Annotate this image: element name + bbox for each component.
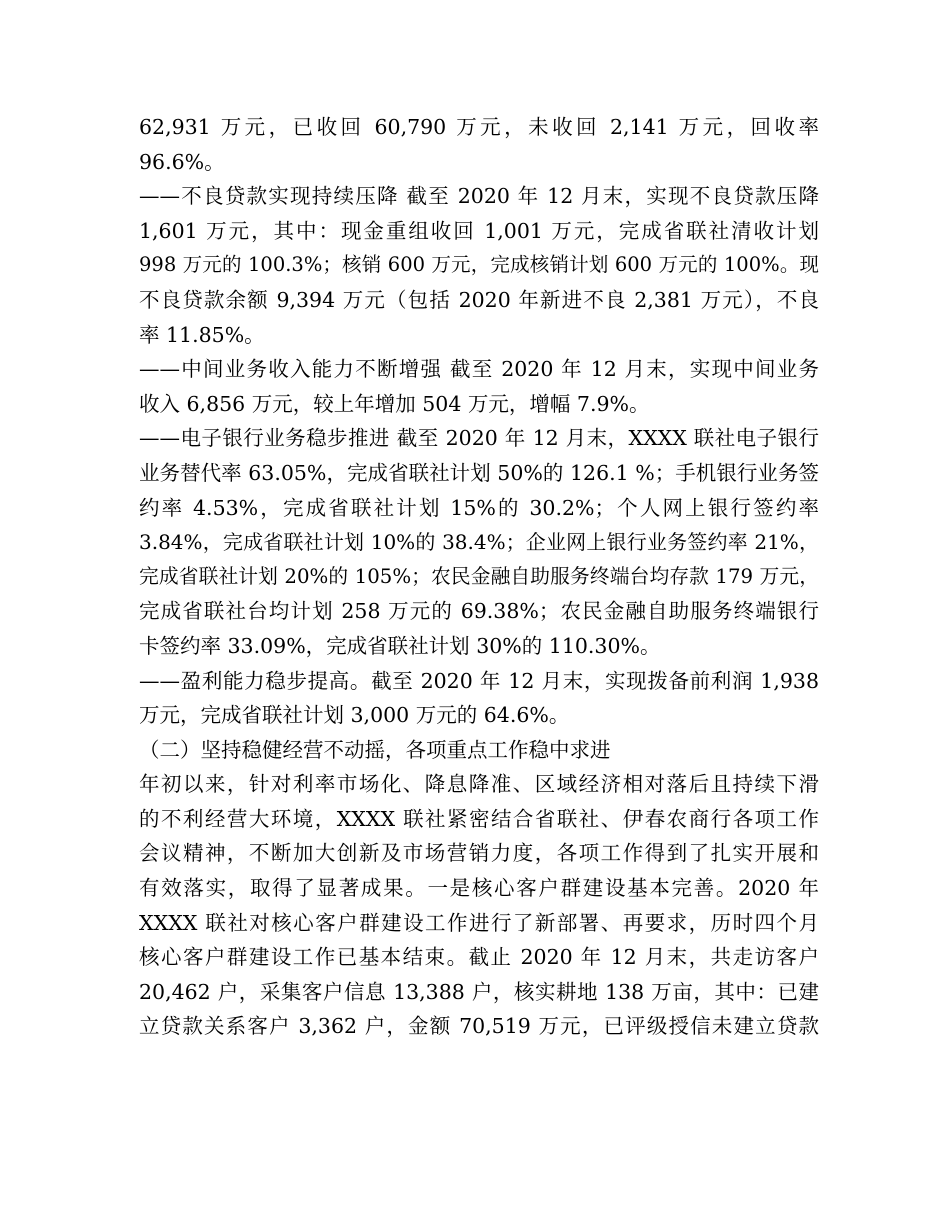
- text-line: 1,601 万元，其中：现金重组收回 1,001 万元，完成省联社清收计划: [139, 218, 819, 243]
- text-line: 核心客户群建设工作已基本结束。截止 2020 年 12 月末，共走访客户: [139, 945, 819, 970]
- text-line: 62,931 万元，已收回 60,790 万元，未收回 2,141 万元，回收率: [139, 115, 819, 139]
- text-line: 的不利经营大环境，XXXX 联社紧密结合省联社、伊春农商行各项工作: [139, 806, 819, 831]
- text-line: 20,462 户，采集客户信息 13,388 户，核实耕地 138 万亩，其中：已建: [139, 979, 819, 1004]
- text-line: 年初以来，针对利率市场化、降息降准、区域经济相对落后且持续下滑: [139, 772, 819, 797]
- text-line: 96.6%。: [139, 149, 225, 174]
- text-line: 3.84%，完成省联社计划 10%的 38.4%；企业网上银行业务签约率 21%，: [139, 530, 819, 555]
- body-text: [139, 110, 819, 1044]
- text-line: 不良贷款余额 9,394 万元（包括 2020 年新进不良 2,381 万元），不良: [139, 287, 819, 312]
- text-line: 完成省联社台均计划 258 万元的 69.38%；农民金融自助服务终端银行: [139, 599, 819, 624]
- text-line: （二）坚持稳健经营不动摇，各项重点工作稳中求进: [139, 737, 611, 762]
- text-line: 会议精神，不断加大创新及市场营销力度，各项工作得到了扎实开展和: [139, 841, 819, 866]
- text-line: 业务替代率 63.05%，完成省联社计划 50%的 126.1 %；手机银行业务签: [139, 460, 819, 485]
- text-line: ——电子银行业务稳步推进 截至 2020 年 12 月末，XXXX 联社电子银行: [139, 426, 819, 451]
- text-line: 约率 4.53%，完成省联社计划 15%的 30.2%；个人网上银行签约率: [139, 495, 819, 520]
- text-line: 率 11.85%。: [139, 322, 265, 347]
- text-line: ——盈利能力稳步提高。截至 2020 年 12 月末，实现拨备前利润 1,938: [139, 668, 819, 693]
- text-line: 有效落实，取得了显著成果。一是核心客户群建设基本完善。2020 年: [139, 876, 819, 901]
- text-line: 完成省联社计划 20%的 105%；农民金融自助服务终端台均存款 179 万元，: [139, 564, 819, 588]
- text-line: 998 万元的 100.3%；核销 600 万元，完成核销计划 600 万元的 100%。现: [139, 253, 819, 277]
- text-line: XXXX 联社对核心客户群建设工作进行了新部署、再要求，历时四个月: [139, 910, 819, 935]
- text-line: 万元，完成省联社计划 3,000 万元的 64.6%。: [139, 703, 570, 728]
- text-line: 收入 6,856 万元，较上年增加 504 万元，增幅 7.9%。: [139, 391, 650, 416]
- text-line: ——中间业务收入能力不断增强 截至 2020 年 12 月末，实现中间业务: [139, 357, 819, 382]
- text-line: 立贷款关系客户 3,362 户，金额 70,519 万元，已评级授信未建立贷款: [139, 1014, 819, 1039]
- text-line: 卡签约率 33.09%，完成省联社计划 30%的 110.30%。: [139, 633, 661, 658]
- text-line: ——不良贷款实现持续压降 截至 2020 年 12 月末，实现不良贷款压降: [139, 184, 819, 209]
